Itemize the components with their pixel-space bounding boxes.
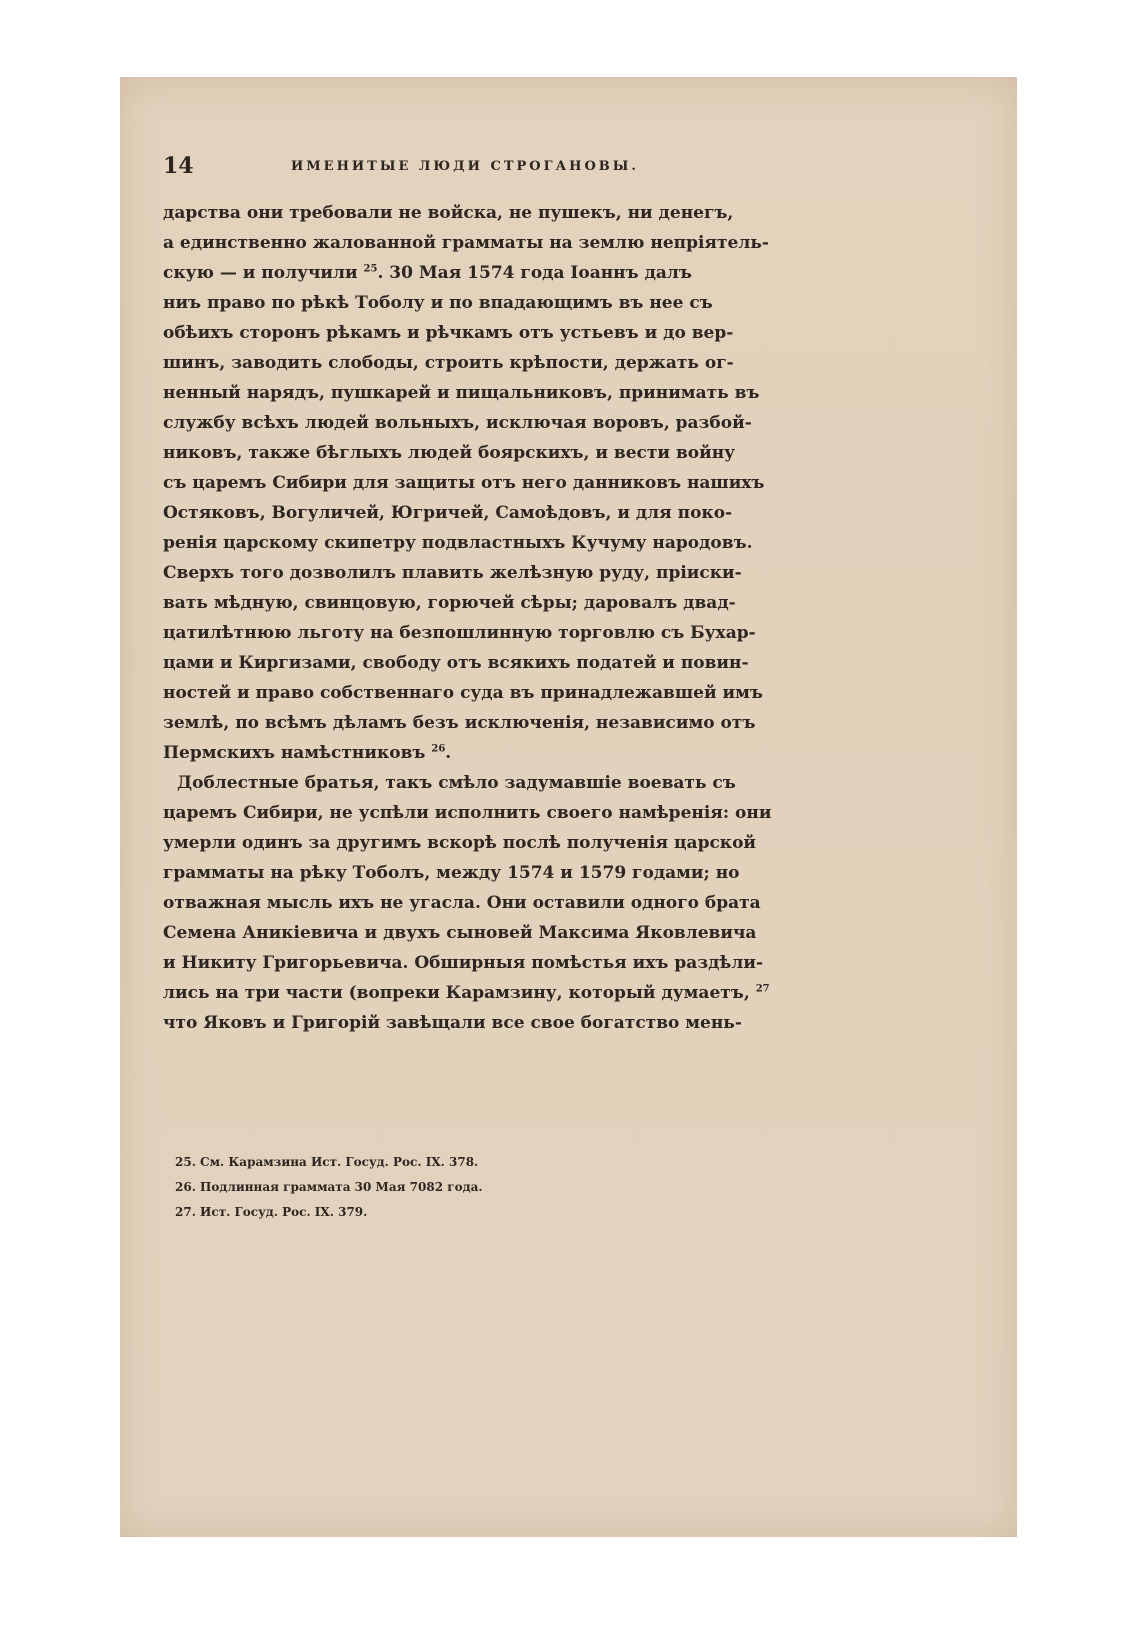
text-line: ненный нарядъ, пушкарей и пищальниковъ, принимать въ bbox=[163, 383, 760, 403]
text-line: Сверхъ того дозволилъ плавить желѣзную руду, пріиски- bbox=[163, 563, 742, 583]
text-fragment: . 30 Мая 1574 года Іоаннъ далъ bbox=[377, 263, 692, 283]
text-line: ностей и право собственнаго суда въ принадлежавшей имъ bbox=[163, 683, 763, 703]
text-fragment: лись на три части (вопреки Карамзину, который думаетъ, bbox=[163, 983, 750, 1003]
text-line bbox=[163, 738, 645, 768]
footnote-ref: 25 bbox=[363, 263, 378, 275]
text-line bbox=[163, 258, 692, 288]
page-header bbox=[163, 153, 645, 183]
text-line: съ царемъ Сибири для защиты отъ него данниковъ нашихъ bbox=[163, 473, 765, 493]
footnote-ref: 26 bbox=[431, 743, 446, 755]
text-line: никовъ, также бѣглыхъ людей боярскихъ, и вести войну bbox=[163, 443, 736, 463]
text-line: грамматы на рѣку Тоболъ, между 1574 и 1579 годами; но bbox=[163, 863, 740, 883]
text-line: шинъ, заводить слободы, строить крѣпости, держать ог- bbox=[163, 353, 734, 373]
page-number: 14 bbox=[163, 153, 194, 179]
text-fragment: . bbox=[445, 743, 452, 763]
footnote: 26. Подлинная граммата 30 Мая 7082 года. bbox=[175, 1180, 483, 1194]
text-line: умерли одинъ за другимъ вскорѣ послѣ полученія царской bbox=[163, 833, 757, 853]
text-fragment: Пермскихъ намѣстниковъ bbox=[163, 743, 426, 763]
text-line: вать мѣдную, свинцовую, горючей сѣры; даровалъ двад- bbox=[163, 593, 736, 613]
footnote: 27. Ист. Госуд. Рос. IX. 379. bbox=[175, 1205, 368, 1219]
text-line: Доблестные братья, такъ смѣло задумавшіе воевать съ bbox=[177, 773, 736, 793]
text-line: дарства они требовали не войска, не пушекъ, ни денегъ, bbox=[163, 203, 734, 223]
text-line: ниъ право по рѣкѣ Тоболу и по впадающимъ въ нее съ bbox=[163, 293, 713, 313]
text-line: царемъ Сибири, не успѣли исполнить своего намѣренія: они bbox=[163, 803, 772, 823]
footnote-ref: 27 bbox=[755, 983, 770, 995]
text-line: Остяковъ, Вогуличей, Югричей, Самоѣдовъ, и для поко- bbox=[163, 503, 733, 523]
text-line: обѣихъ сторонъ рѣкамъ и рѣчкамъ отъ устьевъ и до вер- bbox=[163, 323, 734, 343]
text-line: службу всѣхъ людей вольныхъ, исключая воровъ, разбой- bbox=[163, 413, 752, 433]
text-line: ренія царскому скипетру подвластныхъ Кучуму народовъ. bbox=[163, 533, 753, 553]
text-line: отважная мысль ихъ не угасла. Они оставили одного брата bbox=[163, 893, 761, 913]
text-line: что Яковъ и Григорій завѣщали все свое богатство мень- bbox=[163, 1013, 742, 1033]
text-line: цами и Киргизами, свободу отъ всякихъ податей и повин- bbox=[163, 653, 749, 673]
text-line: Семена Аникіевича и двухъ сыновей Максима Яковлевича bbox=[163, 923, 757, 943]
body-text bbox=[163, 198, 772, 1038]
text-line bbox=[163, 978, 770, 1008]
text-fragment: скую — и получили bbox=[163, 263, 358, 283]
running-title: ИМЕНИТЫЕ ЛЮДИ СТРОГАНОВЫ. bbox=[291, 159, 639, 174]
text-line: а единственно жалованной грамматы на землю непріятель- bbox=[163, 233, 769, 253]
footnotes bbox=[175, 1150, 645, 1225]
text-line: цатилѣтнюю льготу на безпошлинную торговлю съ Бухар- bbox=[163, 623, 756, 643]
footnote: 25. См. Карамзина Ист. Госуд. Рос. IX. 378. bbox=[175, 1155, 479, 1169]
text-line: и Никиту Григорьевича. Обширныя помѣстья ихъ раздѣли- bbox=[163, 953, 764, 973]
text-line: землѣ, по всѣмъ дѣламъ безъ исключенія, независимо отъ bbox=[163, 713, 756, 733]
